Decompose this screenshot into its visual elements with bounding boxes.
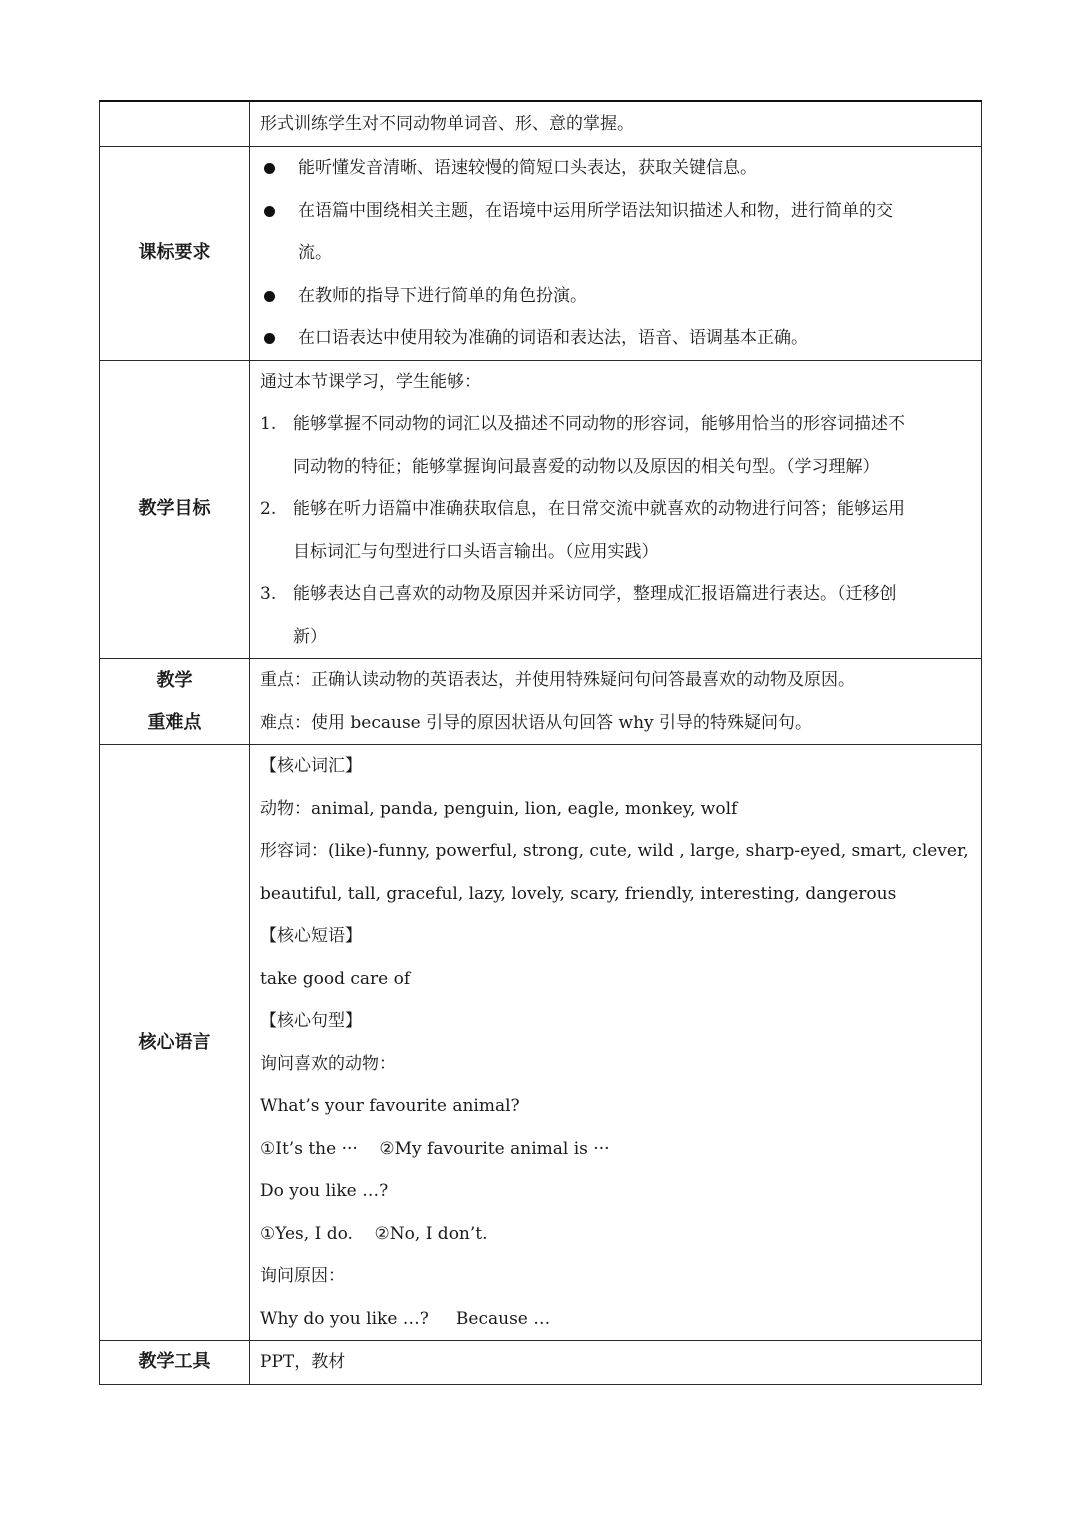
- objectives-content-cell: [250, 360, 982, 659]
- objective-number: 2.: [260, 499, 277, 519]
- objectives-row: [100, 360, 982, 659]
- bullet-icon: [264, 163, 275, 174]
- objective-number: 3.: [260, 584, 277, 604]
- continuation-content-cell: [250, 101, 982, 147]
- difficulty-text: 难点：使用 because 引导的原因状语从句回答 why 引导的特殊疑问句。: [260, 712, 813, 733]
- curriculum-item: 在口语表达中使用较为准确的词语和表达法，语音、语调基本正确。: [260, 317, 975, 360]
- continuation-text: 形式训练学生对不同动物单词音、形、意的掌握。: [260, 114, 634, 134]
- language-line: ①It’s the ··· ②My favourite animal is ···: [260, 1138, 610, 1159]
- language-label: 核心语言: [100, 745, 250, 1341]
- language-line: beautiful, tall, graceful, lazy, lovely, scary, friendly, interesting, dangerous: [260, 883, 897, 904]
- language-line: What’s your favourite animal?: [260, 1096, 520, 1116]
- lesson-plan-table: [99, 100, 982, 1385]
- curriculum-item: 在教师的指导下进行简单的角色扮演。: [260, 275, 975, 318]
- language-line: 询问喜欢的动物：: [260, 1053, 396, 1074]
- objectives-label: 教学目标: [100, 360, 250, 659]
- continuation-label-cell: [100, 101, 250, 147]
- curriculum-row: [100, 147, 982, 361]
- focus-text: 重点：正确认读动物的英语表达，并使用特殊疑问句问答最喜欢的动物及原因。: [260, 670, 855, 690]
- tools-label: 教学工具: [100, 1341, 250, 1385]
- language-content-cell: [250, 745, 982, 1341]
- objective-item: 2. 能够在听力语篇中准确获取信息，在日常交流中就喜欢的动物进行问答；能够运用 目标词汇与句型进行口头语言输出。（应用实践）: [260, 488, 975, 573]
- tools-row: [100, 1341, 982, 1385]
- bullet-icon: [264, 291, 275, 302]
- language-line: 【核心短语】: [260, 926, 362, 946]
- tools-content-cell: [250, 1341, 982, 1385]
- curriculum-label: 课标要求: [100, 147, 250, 361]
- keypoints-content-cell: [250, 659, 982, 745]
- language-line: 【核心句型】: [260, 1011, 362, 1031]
- bullet-icon: [264, 206, 275, 217]
- language-line: 形容词：(like)-funny, powerful, strong, cute, wild , large, sharp-eyed, smart, clever,: [260, 841, 969, 861]
- language-line: 动物：animal, panda, penguin, lion, eagle, monkey, wolf: [260, 798, 738, 819]
- continuation-row: [100, 101, 982, 147]
- tools-text: PPT，教材: [260, 1352, 346, 1372]
- language-line: Do you like …?: [260, 1181, 389, 1201]
- curriculum-item: 在语篇中围绕相关主题，在语境中运用所学语法知识描述人和物，进行简单的交 流。: [260, 190, 975, 275]
- language-line: ①Yes, I do. ②No, I don’t.: [260, 1223, 488, 1244]
- curriculum-content-cell: [250, 147, 982, 361]
- objective-item: 3. 能够表达自己喜欢的动物及原因并采访同学，整理成汇报语篇进行表达。（迁移创 新）: [260, 573, 975, 658]
- objective-number: 1.: [260, 414, 277, 434]
- bullet-icon: [264, 333, 275, 344]
- language-line: 询问原因：: [260, 1266, 345, 1286]
- keypoints-row: [100, 659, 982, 745]
- language-line: 【核心词汇】: [260, 756, 362, 776]
- keypoints-label: 教学 重难点: [100, 659, 250, 745]
- objectives-intro: 通过本节课学习，学生能够：: [260, 371, 481, 392]
- language-line: Why do you like …? Because …: [260, 1308, 551, 1329]
- language-line: take good care of: [260, 968, 411, 989]
- language-row: [100, 745, 982, 1341]
- curriculum-item: 能听懂发音清晰、语速较慢的简短口头表达，获取关键信息。: [260, 147, 975, 190]
- objective-item: 1. 能够掌握不同动物的词汇以及描述不同动物的形容词，能够用恰当的形容词描述不 同动物的特征；能够掌握询问最喜爱的动物以及原因的相关句型。（学习理解）: [260, 403, 975, 488]
